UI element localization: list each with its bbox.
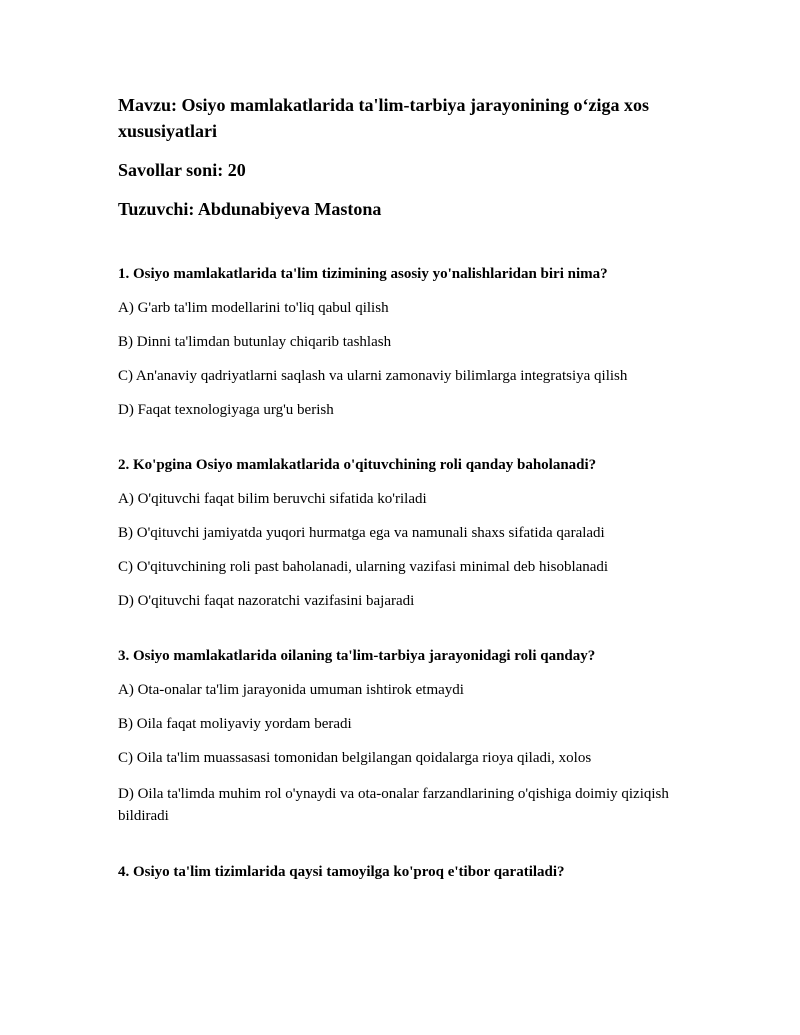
answer-option-a: A) G'arb ta'lim modellarini to'liq qabul qilish [118, 300, 389, 316]
question-count: Savollar soni: 20 [118, 160, 246, 180]
answer-option-d: D) Oila ta'limda muhim rol o'ynaydi va ota-onalar farzandlarining o'qishiga doimiy qiziqish bildiradi [118, 786, 669, 824]
question-text: 3. Osiyo mamlakatlarida oilaning ta'lim-tarbiya jarayonidagi roli qanday? [118, 648, 596, 664]
document-topic: Mavzu: Osiyo mamlakatlarida ta'lim-tarbiya jarayonining o‘ziga xos xususiyatlari [118, 95, 649, 141]
question-2 [118, 456, 678, 611]
question-1 [118, 265, 678, 420]
document-page [118, 92, 678, 897]
question-4 [118, 863, 678, 882]
question-text: 2. Ko'pgina Osiyo mamlakatlarida o'qituvchining roli qanday baholanadi? [118, 457, 597, 473]
answer-option-b: B) Dinni ta'limdan butunlay chiqarib tashlash [118, 334, 392, 350]
answer-option-a: A) O'qituvchi faqat bilim beruvchi sifatida ko'riladi [118, 491, 427, 507]
document-author: Tuzuvchi: Abdunabiyeva Mastona [118, 199, 382, 219]
answer-option-c: C) An'anaviy qadriyatlarni saqlash va ularni zamonaviy bilimlarga integratsiya qilish [118, 368, 628, 384]
question-text: 4. Osiyo ta'lim tizimlarida qaysi tamoyilga ko'proq e'tibor qaratiladi? [118, 864, 565, 880]
question-3 [118, 647, 678, 827]
answer-option-c: C) Oila ta'lim muassasasi tomonidan belgilangan qoidalarga rioya qiladi, xolos [118, 750, 592, 766]
answer-option-b: B) Oila faqat moliyaviy yordam beradi [118, 716, 352, 732]
answer-option-d: D) O'qituvchi faqat nazoratchi vazifasini bajaradi [118, 593, 415, 609]
answer-option-b: B) O'qituvchi jamiyatda yuqori hurmatga ega va namunali shaxs sifatida qaraladi [118, 525, 605, 541]
question-text: 1. Osiyo mamlakatlarida ta'lim tizimining asosiy yo'nalishlaridan biri nima? [118, 266, 608, 282]
answer-option-a: A) Ota-onalar ta'lim jarayonida umuman ishtirok etmaydi [118, 682, 464, 698]
answer-option-d: D) Faqat texnologiyaga urg'u berish [118, 402, 334, 418]
answer-option-c: C) O'qituvchining roli past baholanadi, ularning vazifasi minimal deb hisoblanadi [118, 559, 609, 575]
